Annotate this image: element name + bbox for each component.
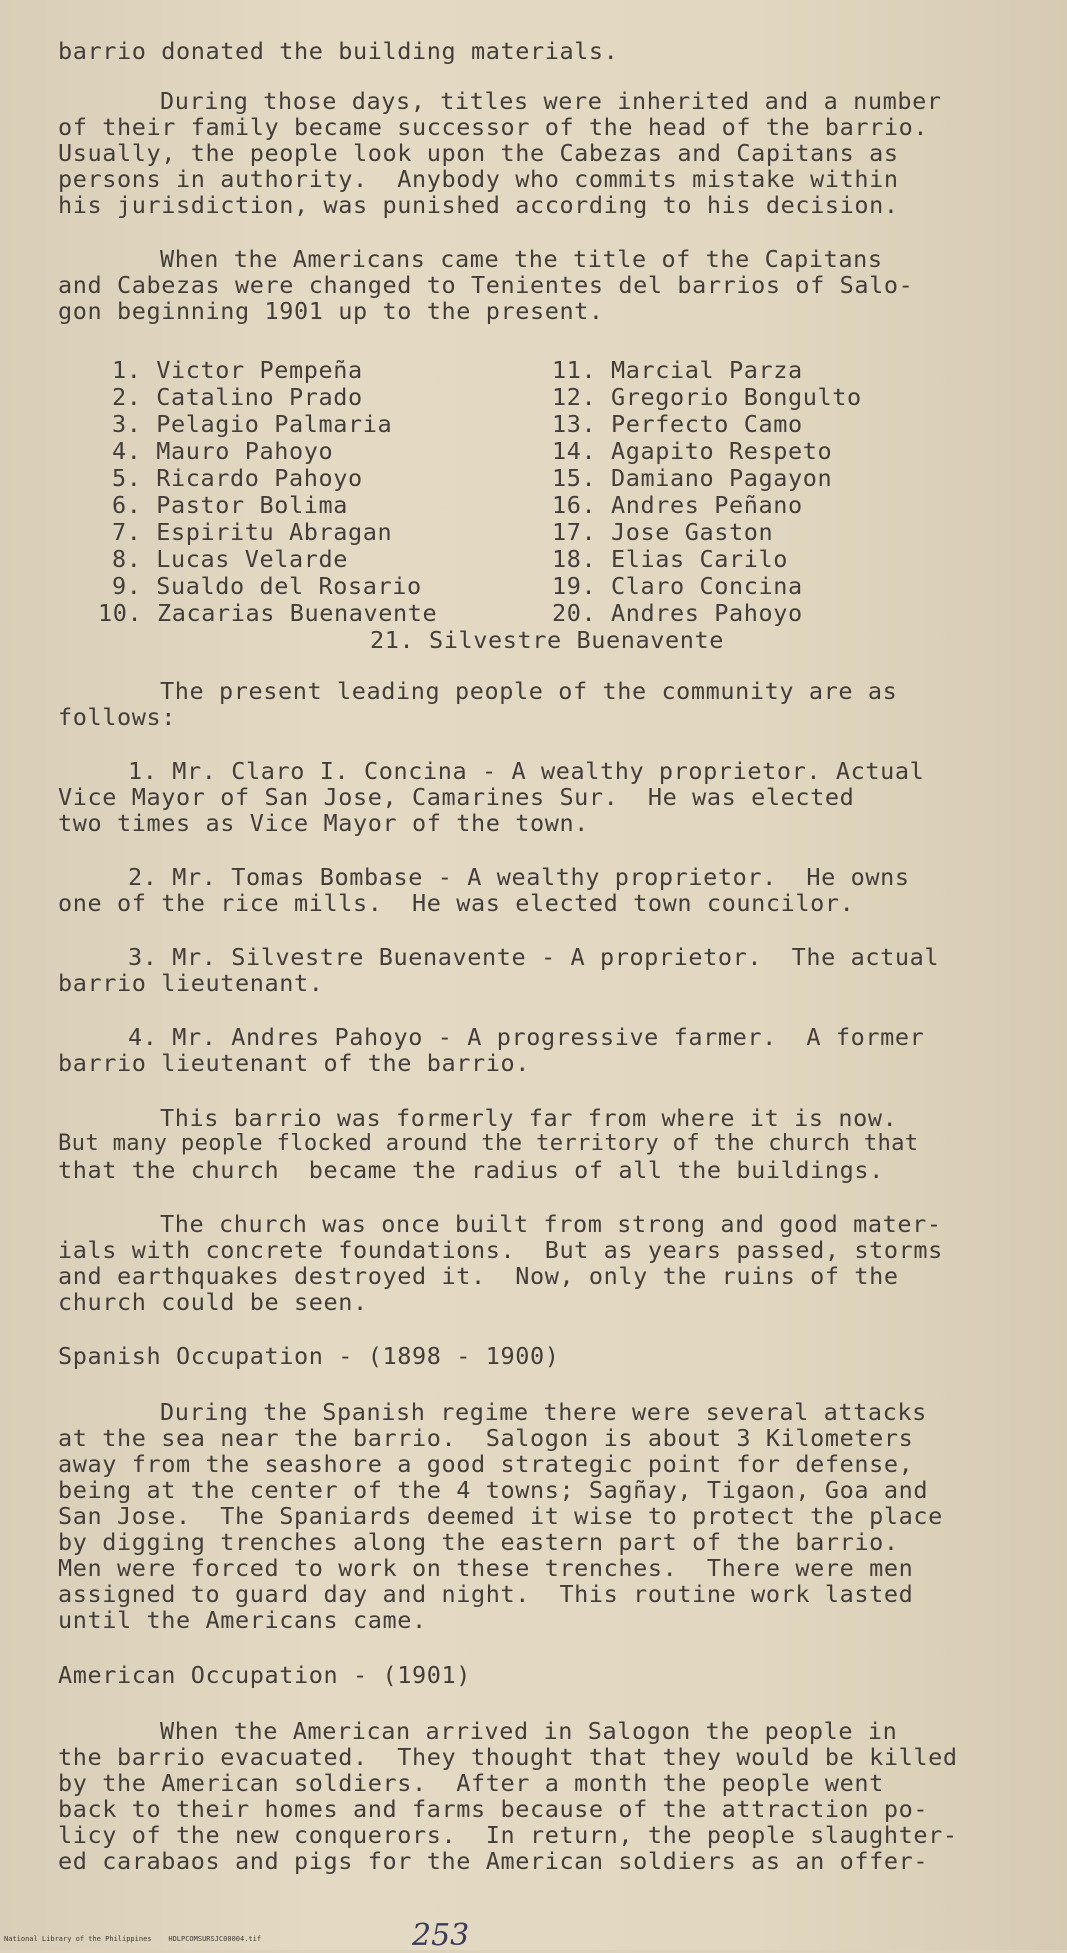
list-item: 6. Pastor Bolima	[112, 491, 348, 519]
list-item: 3. Pelagio Palmaria	[112, 410, 393, 438]
page-number: 253	[412, 1918, 470, 1953]
section-heading: American Occupation - (1901)	[58, 1661, 471, 1689]
text-line: by the American soldiers. After a month the people went	[58, 1769, 884, 1797]
text-line: and Cabezas were changed to Tenientes del barrios of Salo-	[58, 271, 914, 299]
text-line: Usually, the people look upon the Cabezas and Capitans as	[58, 139, 899, 167]
text-line: 1. Mr. Claro I. Concina - A wealthy proprietor. Actual	[128, 757, 925, 785]
list-item: 2. Catalino Prado	[112, 383, 363, 411]
text-line: at the sea near the barrio. Salogon is about 3 Kilometers	[58, 1424, 914, 1452]
text-line: During the Spanish regime there were several attacks	[160, 1398, 927, 1426]
list-item: 11. Marcial Parza	[552, 356, 803, 384]
text-line: This barrio was formerly far from where it is now.	[160, 1104, 898, 1132]
list-item: 18. Elias Carilo	[552, 545, 788, 573]
section-heading: Spanish Occupation - (1898 - 1900)	[58, 1342, 560, 1370]
list-item: 13. Perfecto Camo	[552, 410, 803, 438]
text-line: away from the seashore a good strategic point for defense,	[58, 1450, 914, 1478]
list-item: 20. Andres Pahoyo	[552, 599, 803, 627]
text-line: 3. Mr. Silvestre Buenavente - A proprietor. The actual	[128, 943, 940, 971]
text-line: gon beginning 1901 up to the present.	[58, 297, 604, 325]
list-item: 15. Damiano Pagayon	[552, 464, 833, 492]
list-item: 16. Andres Peñano	[552, 491, 803, 519]
text-line: During those days, titles were inherited and a number	[160, 87, 942, 115]
text-line: San Jose. The Spaniards deemed it wise to protect the place	[58, 1502, 943, 1530]
text-line: church could be seen.	[58, 1288, 368, 1316]
text-line: ed carabaos and pigs for the American soldiers as an offer-	[58, 1847, 929, 1875]
text-line: The church was once built from strong and good mater-	[160, 1210, 942, 1238]
text-line: Men were forced to work on these trenches. There were men	[58, 1554, 914, 1582]
text-line: licy of the new conquerors. In return, the people slaughter-	[58, 1821, 958, 1849]
list-item: 19. Claro Concina	[552, 572, 803, 600]
text-line: being at the center of the 4 towns; Sagñay, Tigaon, Goa and	[58, 1476, 929, 1504]
text-line: Vice Mayor of San Jose, Camarines Sur. He was elected	[58, 783, 855, 811]
text-line: barrio lieutenant of the barrio.	[58, 1049, 530, 1077]
text-line: back to their homes and farms because of the attraction po-	[58, 1795, 929, 1823]
text-line: his jurisdiction, was punished according to his decision.	[58, 191, 899, 219]
text-line: assigned to guard day and night. This routine work lasted	[58, 1580, 914, 1608]
list-item: 4. Mauro Pahoyo	[112, 437, 334, 465]
text-line: until the Americans came.	[58, 1606, 427, 1634]
list-item: 17. Jose Gaston	[552, 518, 774, 546]
text-line: one of the rice mills. He was elected town councilor.	[58, 889, 855, 917]
text-line: The present leading people of the community are as	[160, 677, 898, 705]
list-item: 9. Sualdo del Rosario	[112, 572, 422, 600]
source-footer: National Library of the Philippines HDLPCOMSURSJC00004.tif	[4, 1935, 262, 1943]
list-item: 10. Zacarias Buenavente	[98, 599, 438, 627]
text-line: of their family became successor of the head of the barrio.	[58, 113, 929, 141]
text-line: and earthquakes destroyed it. Now, only the ruins of the	[58, 1262, 899, 1290]
text-line: barrio lieutenant.	[58, 969, 324, 997]
text-line: ials with concrete foundations. But as years passed, storms	[58, 1236, 943, 1264]
text-line: that the church became the radius of all the buildings.	[58, 1156, 884, 1184]
text-line: 2. Mr. Tomas Bombase - A wealthy proprietor. He owns	[128, 863, 910, 891]
text-line: persons in authority. Anybody who commits mistake within	[58, 165, 899, 193]
list-item: 8. Lucas Velarde	[112, 545, 348, 573]
list-item: 21. Silvestre Buenavente	[370, 626, 724, 654]
text-line: barrio donated the building materials.	[58, 37, 619, 65]
text-line: two times as Vice Mayor of the town.	[58, 809, 589, 837]
list-item: 1. Victor Pempeña	[112, 356, 363, 384]
text-line: 4. Mr. Andres Pahoyo - A progressive farmer. A former	[128, 1023, 925, 1051]
text-line: by digging trenches along the eastern part of the barrio.	[58, 1528, 899, 1556]
text-line: follows:	[58, 703, 176, 731]
list-item: 12. Gregorio Bongulto	[552, 383, 862, 411]
text-line: But many people flocked around the territory of the church that	[58, 1130, 919, 1156]
list-item: 5. Ricardo Pahoyo	[112, 464, 363, 492]
text-line: When the American arrived in Salogon the people in	[160, 1717, 898, 1745]
text-line: When the Americans came the title of the Capitans	[160, 245, 883, 273]
text-line: the barrio evacuated. They thought that they would be killed	[58, 1743, 958, 1771]
list-item: 7. Espiritu Abragan	[112, 518, 393, 546]
list-item: 14. Agapito Respeto	[552, 437, 833, 465]
